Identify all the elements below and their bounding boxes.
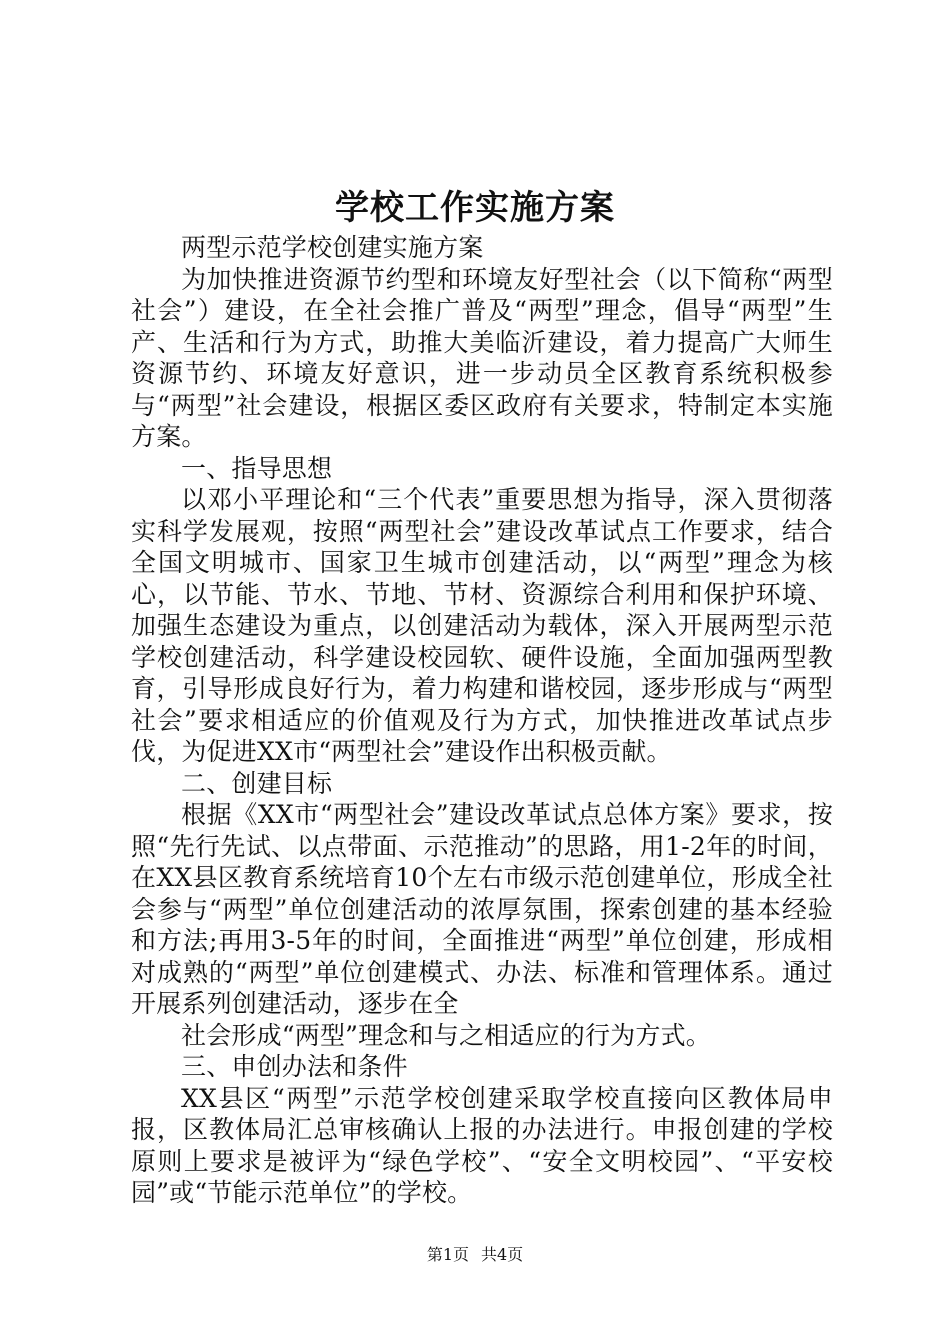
document-body <box>131 232 833 1209</box>
page-footer <box>0 1245 950 1265</box>
page-number: 第1页 <box>426 1245 469 1264</box>
document-title: 学校工作实施方案 <box>335 188 615 228</box>
section-heading-guiding-ideology: 一、指导思想 <box>181 453 333 483</box>
page-total: 共4页 <box>481 1245 524 1264</box>
section-heading-methods: 三、申创办法和条件 <box>181 1052 408 1081</box>
goals-continuation-paragraph: 社会形成“两型”理念和与之相适应的行为方式。 <box>181 1020 711 1050</box>
guiding-ideology-paragraph: 以邓小平理论和“三个代表”重要思想为指导，深入贯彻落实科学发展观，按照“两型社会”建设改革试点工作要求，结合全国文明城市、国家卫生城市创建活动，以“两型”理念为核心，以节能、节水、节地、节材、资源综合利用和保护环境、加强生态建设为重点，以创建活动为载体，深入开展两型示范学校创建活动，科学建设校园软、硬件设施，全面加强两型教育，引导形成良好行为，着力构建和谐校园，逐步形成与“两型社会”要求相适应的价值观及行为方式，加快推进改革试点步伐，为促进XX市“两型社会”建设作出积极贡献。 <box>131 485 833 766</box>
intro-paragraph: 为加快推进资源节约型和环境友好型社会（以下简称“两型社会”）建设，在全社会推广普及“两型”理念，倡导“两型”生产、生活和行为方式，助推大美临沂建设，着力提高广大师生资源节约、环境友好意识，进一步动员全区教育系统积极参与“两型”社会建设，根据区委区政府有关要求，特制定本实施方案。 <box>131 264 833 451</box>
subtitle-paragraph: 两型示范学校创建实施方案 <box>181 233 484 262</box>
methods-paragraph: XX县区“两型”示范学校创建采取学校直接向区教体局申报，区教体局汇总审核确认上报的办法进行。申报创建的学校原则上要求是被评为“绿色学校”、“安全文明校园”、“平安校园”或“节能示范单位”的学校。 <box>131 1083 833 1207</box>
goals-paragraph: 根据《XX市“两型社会”建设改革试点总体方案》要求，按照“先行先试、以点带面、示范推动”的思路，用1-2年的时间，在XX县区教育系统培育10个左右市级示范创建单位，形成全社会参与“两型”单位创建活动的浓厚氛围，探索创建的基本经验和方法;再用3-5年的时间，全面推进“两型”单位创建，形成相对成熟的“两型”单位创建模式、办法、标准和管理体系。通过开展系列创建活动，逐步在全 <box>131 800 833 1018</box>
section-heading-goals: 二、创建目标 <box>181 768 333 798</box>
